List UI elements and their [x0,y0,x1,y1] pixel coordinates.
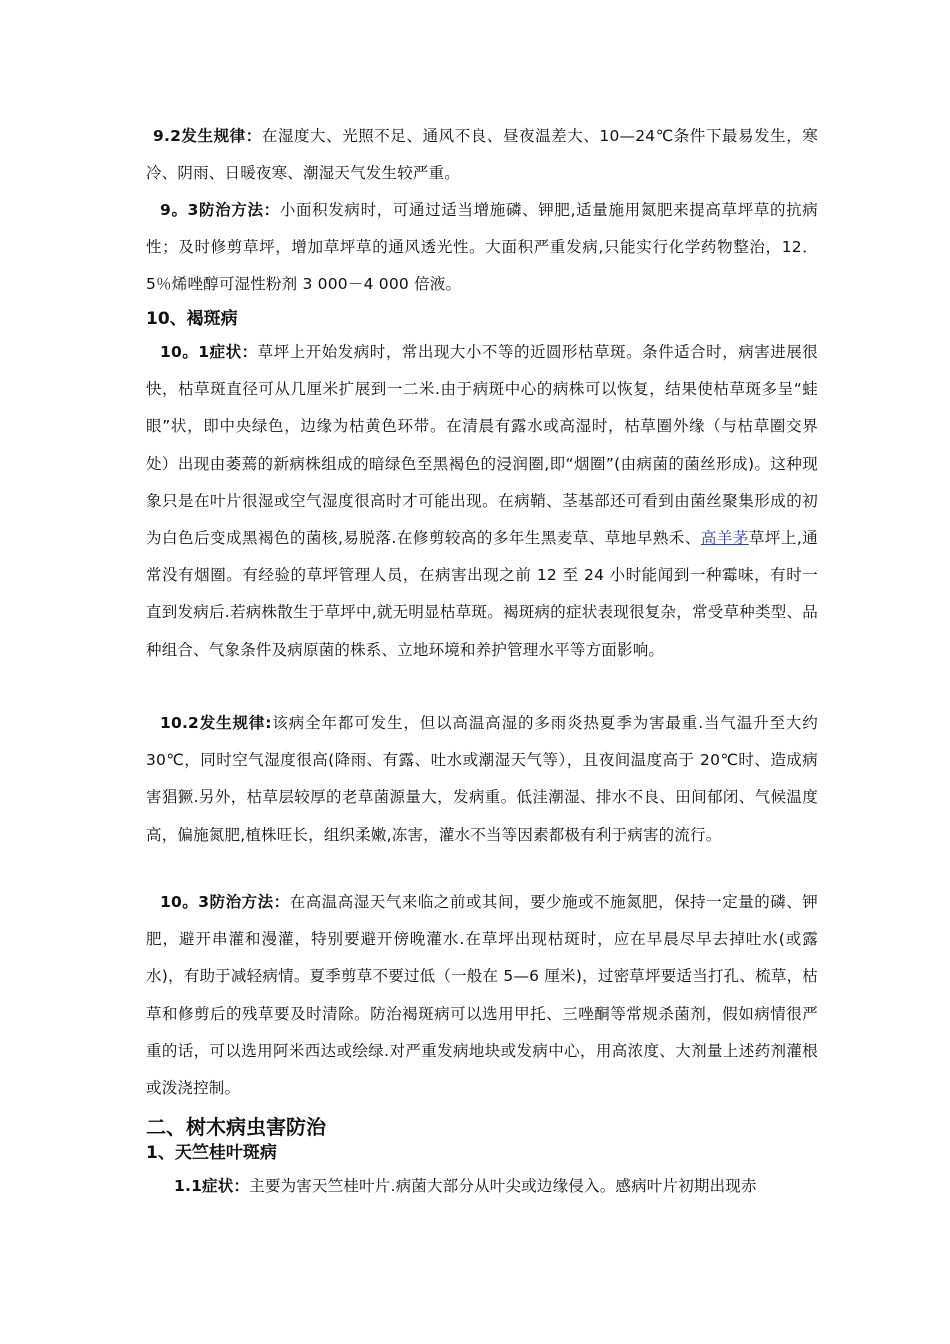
text-10-1-a: 草坪上开始发病时，常出现大小不等的近圆形枯草斑。条件适合时，病害进展很快，枯草斑直径可从几厘米扩展到一二米.由于病斑中心的病株可以恢复，结果使枯草斑多呈“蛙眼”状，即中央绿色，边缘为枯黄色环带。在清晨有露水或高湿时，枯草圈外缘（与枯草圈交界处）出现由萎蔫的新病株组成的暗绿色至黑褐色的浸润圈,即“烟圈”(由病菌的菌丝形成)。这种现象只是在叶片很湿或空气湿度很高时才可能出现。在病鞘、茎基部还可看到由菌丝聚集形成的初为白色后变成黑褐色的菌核,易脱落.在修剪较高的多年生黑麦草、草地早熟禾、 [146,343,818,548]
label-1-1: 1.1症状： [174,1177,250,1195]
paragraph-9-2 [146,118,818,192]
heading-cinnamomum-leaf-spot: 1、天竺桂叶斑病 [146,1143,277,1163]
label-9-3: 9。3防治方法： [160,201,280,219]
paragraph-10-3 [146,884,818,1107]
paragraph-9-3 [146,192,818,304]
heading-brown-patch: 10、褐斑病 [146,309,238,329]
text-10-2: 该病全年都可发生，但以高温高湿的多雨炎热夏季为害最重.当气温升至大约 30℃，同时空气湿度很高(降雨、有露、吐水或潮湿天气等），且夜间温度高于 20℃时、造成病害猖獗.另外，枯草层较厚的老草菌源量大，发病重。低洼潮湿、排水不良、田间郁闭、气候温度高，偏施氮肥,植株旺长，组织柔嫩,冻害，灌水不当等因素都极有利于病害的流行。 [146,714,819,844]
text-10-3: 在高温高湿天气来临之前或其间，要少施或不施氮肥，保持一定量的磷、钾肥，避开串灌和漫灌，特别要避开傍晚灌水.在草坪出现枯斑时，应在早晨尽早去掉吐水(或露水)，有助于减轻病情。夏季剪草不要过低（一般在 5—6 厘米)，过密草坪要适当打孔、梳草，枯草和修剪后的残草要及时清除。防治褐斑病可以选用甲托、三唑酮等常规杀菌剂，假如病情很严重的话，可以选用阿米西达或绘绿.对严重发病地块或发病中心，用高浓度、大剂量上述药剂灌根或泼浇控制。 [146,893,818,1098]
paragraph-10-1 [146,334,818,669]
label-10-1: 10。1症状： [160,343,258,361]
link-tall-fescue[interactable]: 高羊茅 [700,529,749,548]
label-10-2: 10.2发生规律: [160,714,272,732]
text-1-1: 主要为害天竺桂叶片.病菌大部分从叶尖或边缘侵入。感病叶片初期出现赤 [249,1177,757,1195]
label-9-2: 9.2发生规律： [153,127,262,145]
text-10-1-b: 草坪上,通常没有烟圈。有经验的草坪管理人员，在病害出现之前 12 至 24 小时能闻到一种霉味，有时一直到发病后.若病株散生于草坪中,就无明显枯草斑。褐斑病的症状表现很复杂，常受草种类型、品种组合、气象条件及病原菌的株系、立地环境和养护管理水平等方面影响。 [146,529,818,659]
text-9-2: 在湿度大、光照不足、通风不良、昼夜温差大、10—24℃条件下最易发生，寒冷、阴雨、日暖夜寒、潮湿天气发生较严重。 [146,127,818,183]
paragraph-1-1 [146,1168,818,1205]
paragraph-10-2 [146,705,818,854]
label-10-3: 10。3防治方法： [160,893,290,911]
heading-tree-pests: 二、树木病虫害防治 [146,1115,326,1139]
text-9-3: 小面积发病时，可通过适当增施磷、钾肥,适量施用氮肥来提高草坪草的抗病性；及时修剪草坪，增加草坪草的通风透光性。大面积严重发病,只能实行化学药物整治，12．5％烯唑醇可湿性粉剂 3 000－4 000 倍液。 [146,201,819,294]
